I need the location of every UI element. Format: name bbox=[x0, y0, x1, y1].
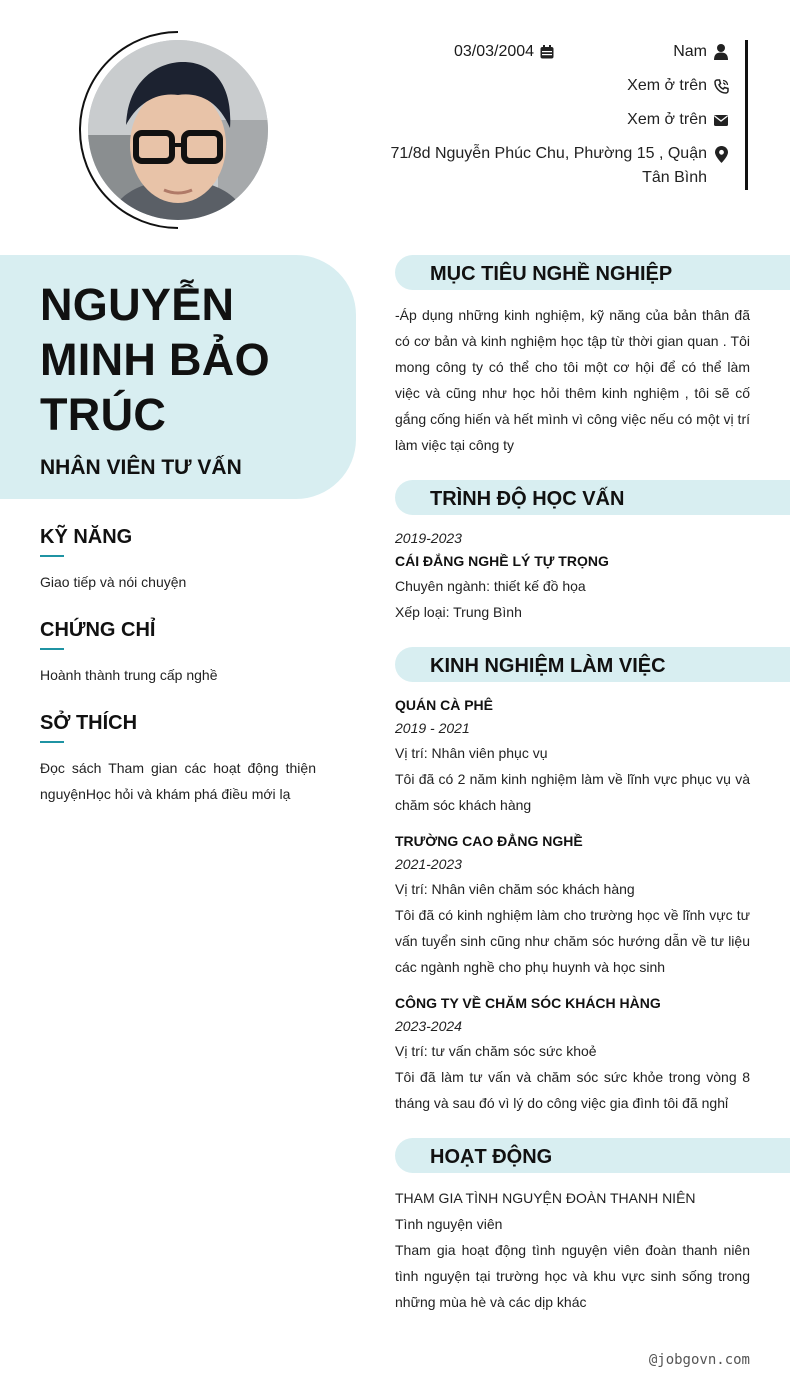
hobbies-text: Đọc sách Tham gian các hoạt động thiện nguyệnHọc hỏi và khám phá điều mới lạ bbox=[40, 760, 316, 802]
education-entry bbox=[395, 515, 750, 625]
experience-section bbox=[395, 647, 790, 1116]
hobbies-heading: SỞ THÍCH bbox=[40, 712, 138, 734]
activities-entry bbox=[395, 1173, 750, 1315]
contact-row-address bbox=[368, 142, 745, 190]
experience-company: CÔNG TY VỀ CHĂM SÓC KHÁCH HÀNG bbox=[395, 995, 661, 1011]
activities-heading: HOẠT ĐỘNG bbox=[430, 1146, 553, 1168]
activities-section bbox=[395, 1138, 790, 1315]
experience-company: TRƯỜNG CAO ĐẲNG NGHỀ bbox=[395, 833, 583, 849]
avatar-photo bbox=[88, 40, 268, 220]
skills-heading: KỸ NĂNG bbox=[40, 526, 133, 548]
education-section bbox=[395, 480, 790, 625]
email-text: Xem ở trên bbox=[627, 111, 707, 128]
experience-description: Tôi đã có kinh nghiệm làm cho trường học về lĩnh vực tư vấn tuyển sinh cũng như chăm sóc hướng dẫn về tư liệu các ngành nghề cho phụ huynh và học sinh bbox=[395, 907, 750, 975]
experience-description: Tôi đã có 2 năm kinh nghiệm làm về lĩnh vực phục vụ và chăm sóc khách hàng bbox=[395, 771, 750, 813]
heading-underline bbox=[40, 555, 64, 557]
heading-underline bbox=[40, 648, 64, 650]
gender-text: Nam bbox=[673, 43, 707, 60]
education-period: 2019-2023 bbox=[395, 530, 462, 546]
skills-section bbox=[40, 522, 316, 595]
objective-heading-bar bbox=[395, 255, 790, 290]
experience-position: Vị trí: Nhân viên phục vụ bbox=[395, 745, 548, 761]
experience-position: Vị trí: tư vấn chăm sóc sức khoẻ bbox=[395, 1043, 597, 1059]
contact-row-email bbox=[368, 108, 745, 132]
avatar-frame bbox=[78, 30, 278, 230]
left-column bbox=[40, 522, 316, 827]
dob bbox=[454, 40, 556, 64]
certificates-section bbox=[40, 615, 316, 688]
address-text: 71/8d Nguyễn Phúc Chu, Phường 15 , Quận Tân Bình bbox=[390, 145, 707, 186]
envelope-icon bbox=[713, 108, 729, 132]
calendar-icon bbox=[540, 40, 556, 64]
certificates-text: Hoành thành trung cấp nghề bbox=[40, 667, 218, 683]
education-heading-bar bbox=[395, 480, 790, 515]
brand-watermark: @jobgovn.com bbox=[648, 1352, 750, 1368]
full-name: NGUYỄN MINH BẢO TRÚC bbox=[40, 279, 270, 440]
experience-position: Vị trí: Nhân viên chăm sóc khách hàng bbox=[395, 881, 635, 897]
contact-row-phone bbox=[368, 74, 745, 98]
experience-heading: KINH NGHIỆM LÀM VIỆC bbox=[430, 655, 666, 677]
objective-text: -Áp dụng những kinh nghiệm, kỹ năng của bản thân đã có cơ bản và kinh nghiệm học tập từ thời gian quan . Tôi mong công ty có thể cho tôi một cơ hội để có thể làm việc và cũng như học hỏi thêm kinh nghiệm , tôi sẽ cố gắng cống hiến và hết mình vì công việc nếu có một vị trí làm việc tại công ty bbox=[395, 307, 750, 453]
phone-text: Xem ở trên bbox=[627, 77, 707, 94]
right-column bbox=[395, 255, 790, 1337]
experience-description: Tôi đã làm tư vấn và chăm sóc sức khỏe trong vòng 8 tháng và sau đó vì lý do công việc gia đình tôi đã nghỉ bbox=[395, 1069, 750, 1111]
contact-row-dob-gender bbox=[368, 40, 745, 64]
job-title: NHÂN VIÊN TƯ VẤN bbox=[40, 456, 242, 479]
education-rank: Xếp loại: Trung Bình bbox=[395, 604, 522, 620]
objective-section bbox=[395, 255, 790, 458]
experience-list bbox=[395, 682, 750, 1116]
activities-description: Tham gia hoạt động tình nguyện viên đoàn thanh niên tình nguyện tại trường học và khu vực sinh sống trong những mùa hè và các dịp khác bbox=[395, 1242, 750, 1310]
activities-role: Tình nguyện viên bbox=[395, 1216, 503, 1232]
experience-item bbox=[395, 830, 750, 980]
objective-heading: MỤC TIÊU NGHỀ NGHIỆP bbox=[430, 263, 673, 285]
education-heading: TRÌNH ĐỘ HỌC VẤN bbox=[430, 488, 625, 510]
experience-period: 2019 - 2021 bbox=[395, 720, 470, 736]
experience-period: 2023-2024 bbox=[395, 1018, 462, 1034]
activities-org: THAM GIA TÌNH NGUYỆN ĐOÀN THANH NIÊN bbox=[395, 1190, 696, 1206]
user-icon bbox=[713, 40, 729, 64]
hobbies-section bbox=[40, 708, 316, 807]
certificates-heading: CHỨNG CHỈ bbox=[40, 619, 156, 641]
experience-item bbox=[395, 992, 750, 1116]
education-major: Chuyên ngành: thiết kế đồ họa bbox=[395, 578, 586, 594]
contact-info bbox=[368, 40, 748, 190]
education-school: CÁI ĐẮNG NGHỀ LÝ TỰ TRỌNG bbox=[395, 553, 609, 569]
experience-company: QUÁN CÀ PHÊ bbox=[395, 697, 494, 713]
activities-heading-bar bbox=[395, 1138, 790, 1173]
experience-item bbox=[395, 694, 750, 818]
location-pin-icon bbox=[713, 142, 729, 166]
heading-underline bbox=[40, 741, 64, 743]
dob-text: 03/03/2004 bbox=[454, 43, 535, 60]
skills-text: Giao tiếp và nói chuyện bbox=[40, 574, 187, 590]
experience-period: 2021-2023 bbox=[395, 856, 462, 872]
name-panel bbox=[0, 255, 356, 499]
phone-icon bbox=[713, 74, 729, 98]
experience-heading-bar bbox=[395, 647, 790, 682]
gender bbox=[673, 40, 729, 64]
